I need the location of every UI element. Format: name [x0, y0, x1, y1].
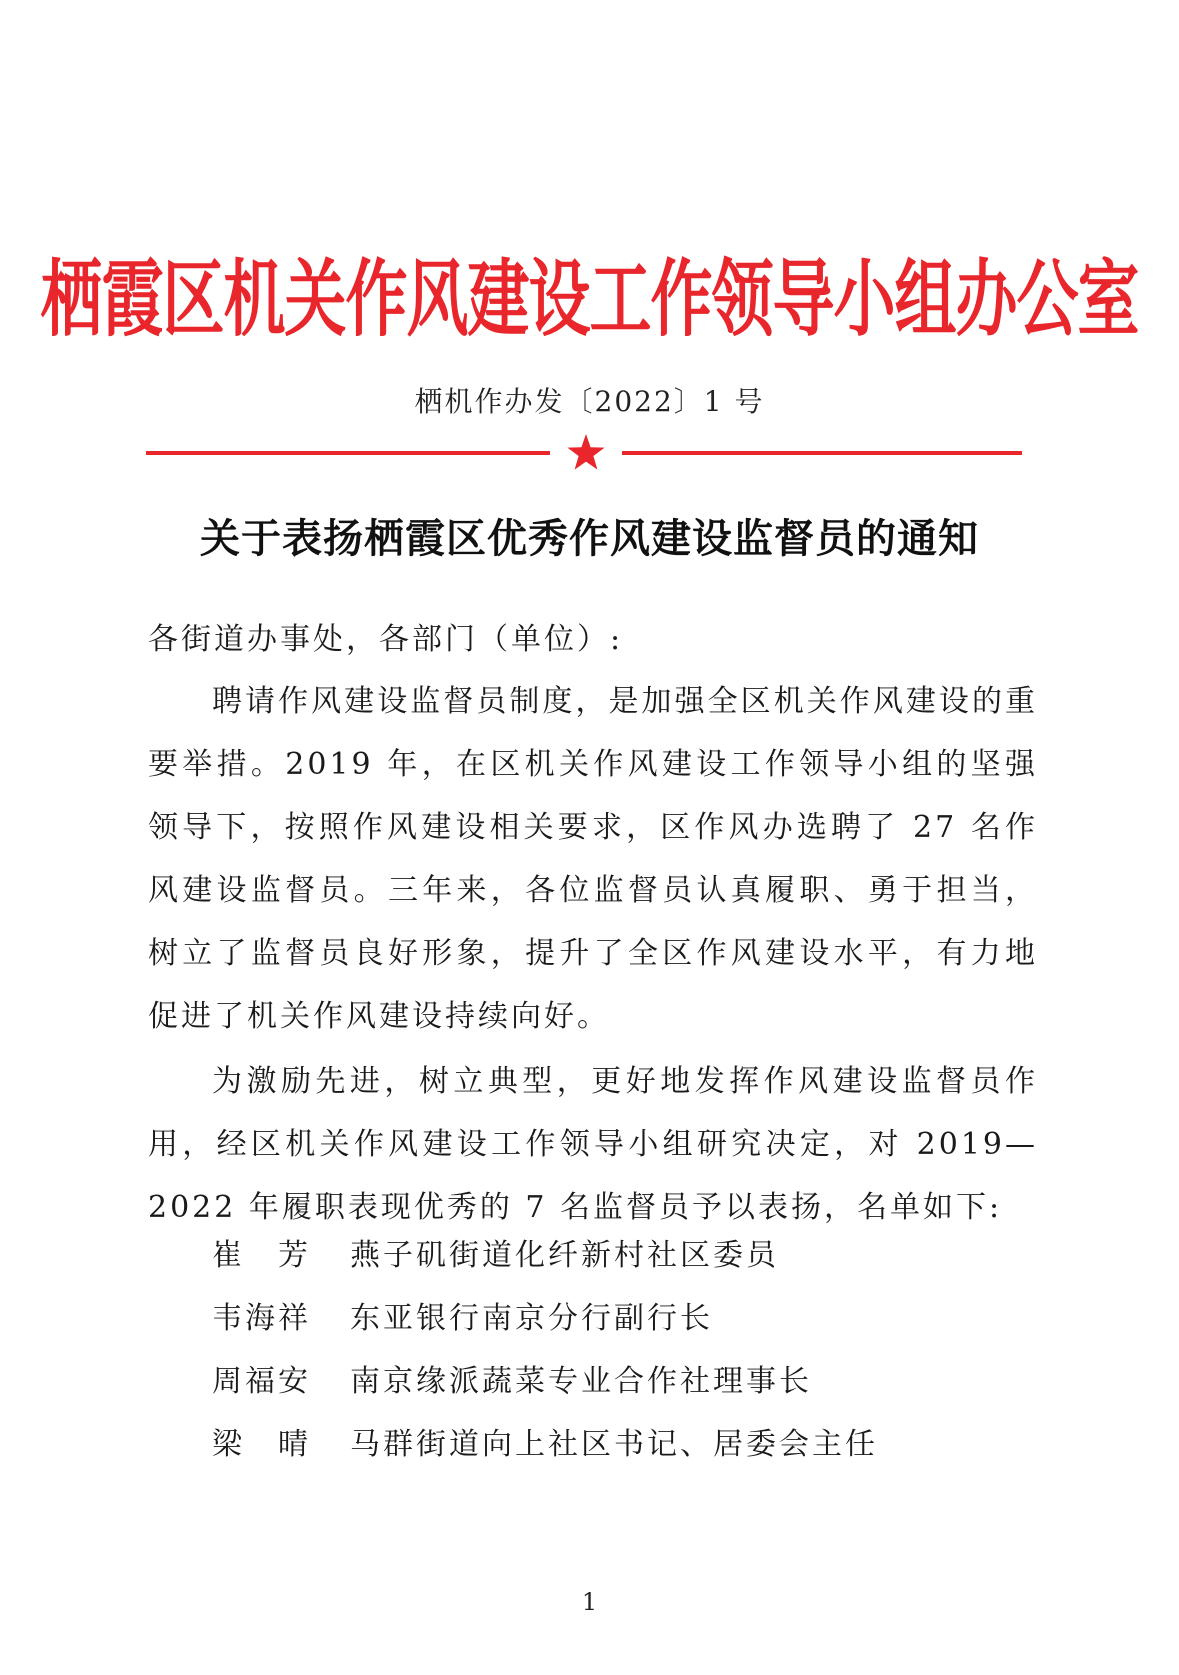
star-icon: [566, 432, 606, 472]
notice-title: 关于表扬栖霞区优秀作风建设监督员的通知: [200, 515, 979, 562]
page-number: 1: [581, 1588, 598, 1616]
honoree-name: 周福安: [212, 1364, 311, 1399]
honoree-title: 东亚银行南京分行副行长: [350, 1301, 713, 1336]
honoree-row: [212, 1350, 878, 1413]
honoree-title: 燕子矶街道化纤新村社区委员: [350, 1238, 779, 1273]
addressee: 各街道办事处，各部门（单位）:: [148, 622, 624, 657]
honoree-row: [212, 1224, 878, 1287]
red-rule-left: [146, 451, 550, 455]
document-number: 栖机作办发〔2022〕1 号: [414, 385, 765, 418]
honoree-row: [212, 1287, 878, 1350]
red-rule-right: [622, 451, 1022, 455]
paragraph-1: 聘请作风建设监督员制度，是加强全区机关作风建设的重要举措。2019 年，在区机关作风建设工作领导小组的坚强领导下，按照作风建设相关要求，区作风办选聘了 27 名作风建设监督员。三年来，各位监督员认真履职、勇于担当，树立了监督员良好形象，提升了全区作风建设水平，有力地促进了机关作风建设持续向好。: [148, 684, 1038, 1034]
honoree-title: 马群街道向上社区书记、居委会主任: [350, 1427, 878, 1462]
issuer-header: 栖霞区机关作风建设工作领导小组办公室: [40, 249, 1139, 349]
honoree-list: [212, 1224, 878, 1476]
honoree-name: 梁 晴: [212, 1427, 311, 1462]
honoree-name: 崔 芳: [212, 1238, 311, 1273]
honoree-name: 韦海祥: [212, 1301, 311, 1336]
paragraph-2: 为激励先进，树立典型，更好地发挥作风建设监督员作用，经区机关作风建设工作领导小组研究决定，对 2019—2022 年履职表现优秀的 7 名监督员予以表扬，名单如下:: [148, 1064, 1038, 1225]
honoree-title: 南京缘派蔬菜专业合作社理事长: [350, 1364, 812, 1399]
honoree-row: [212, 1413, 878, 1476]
